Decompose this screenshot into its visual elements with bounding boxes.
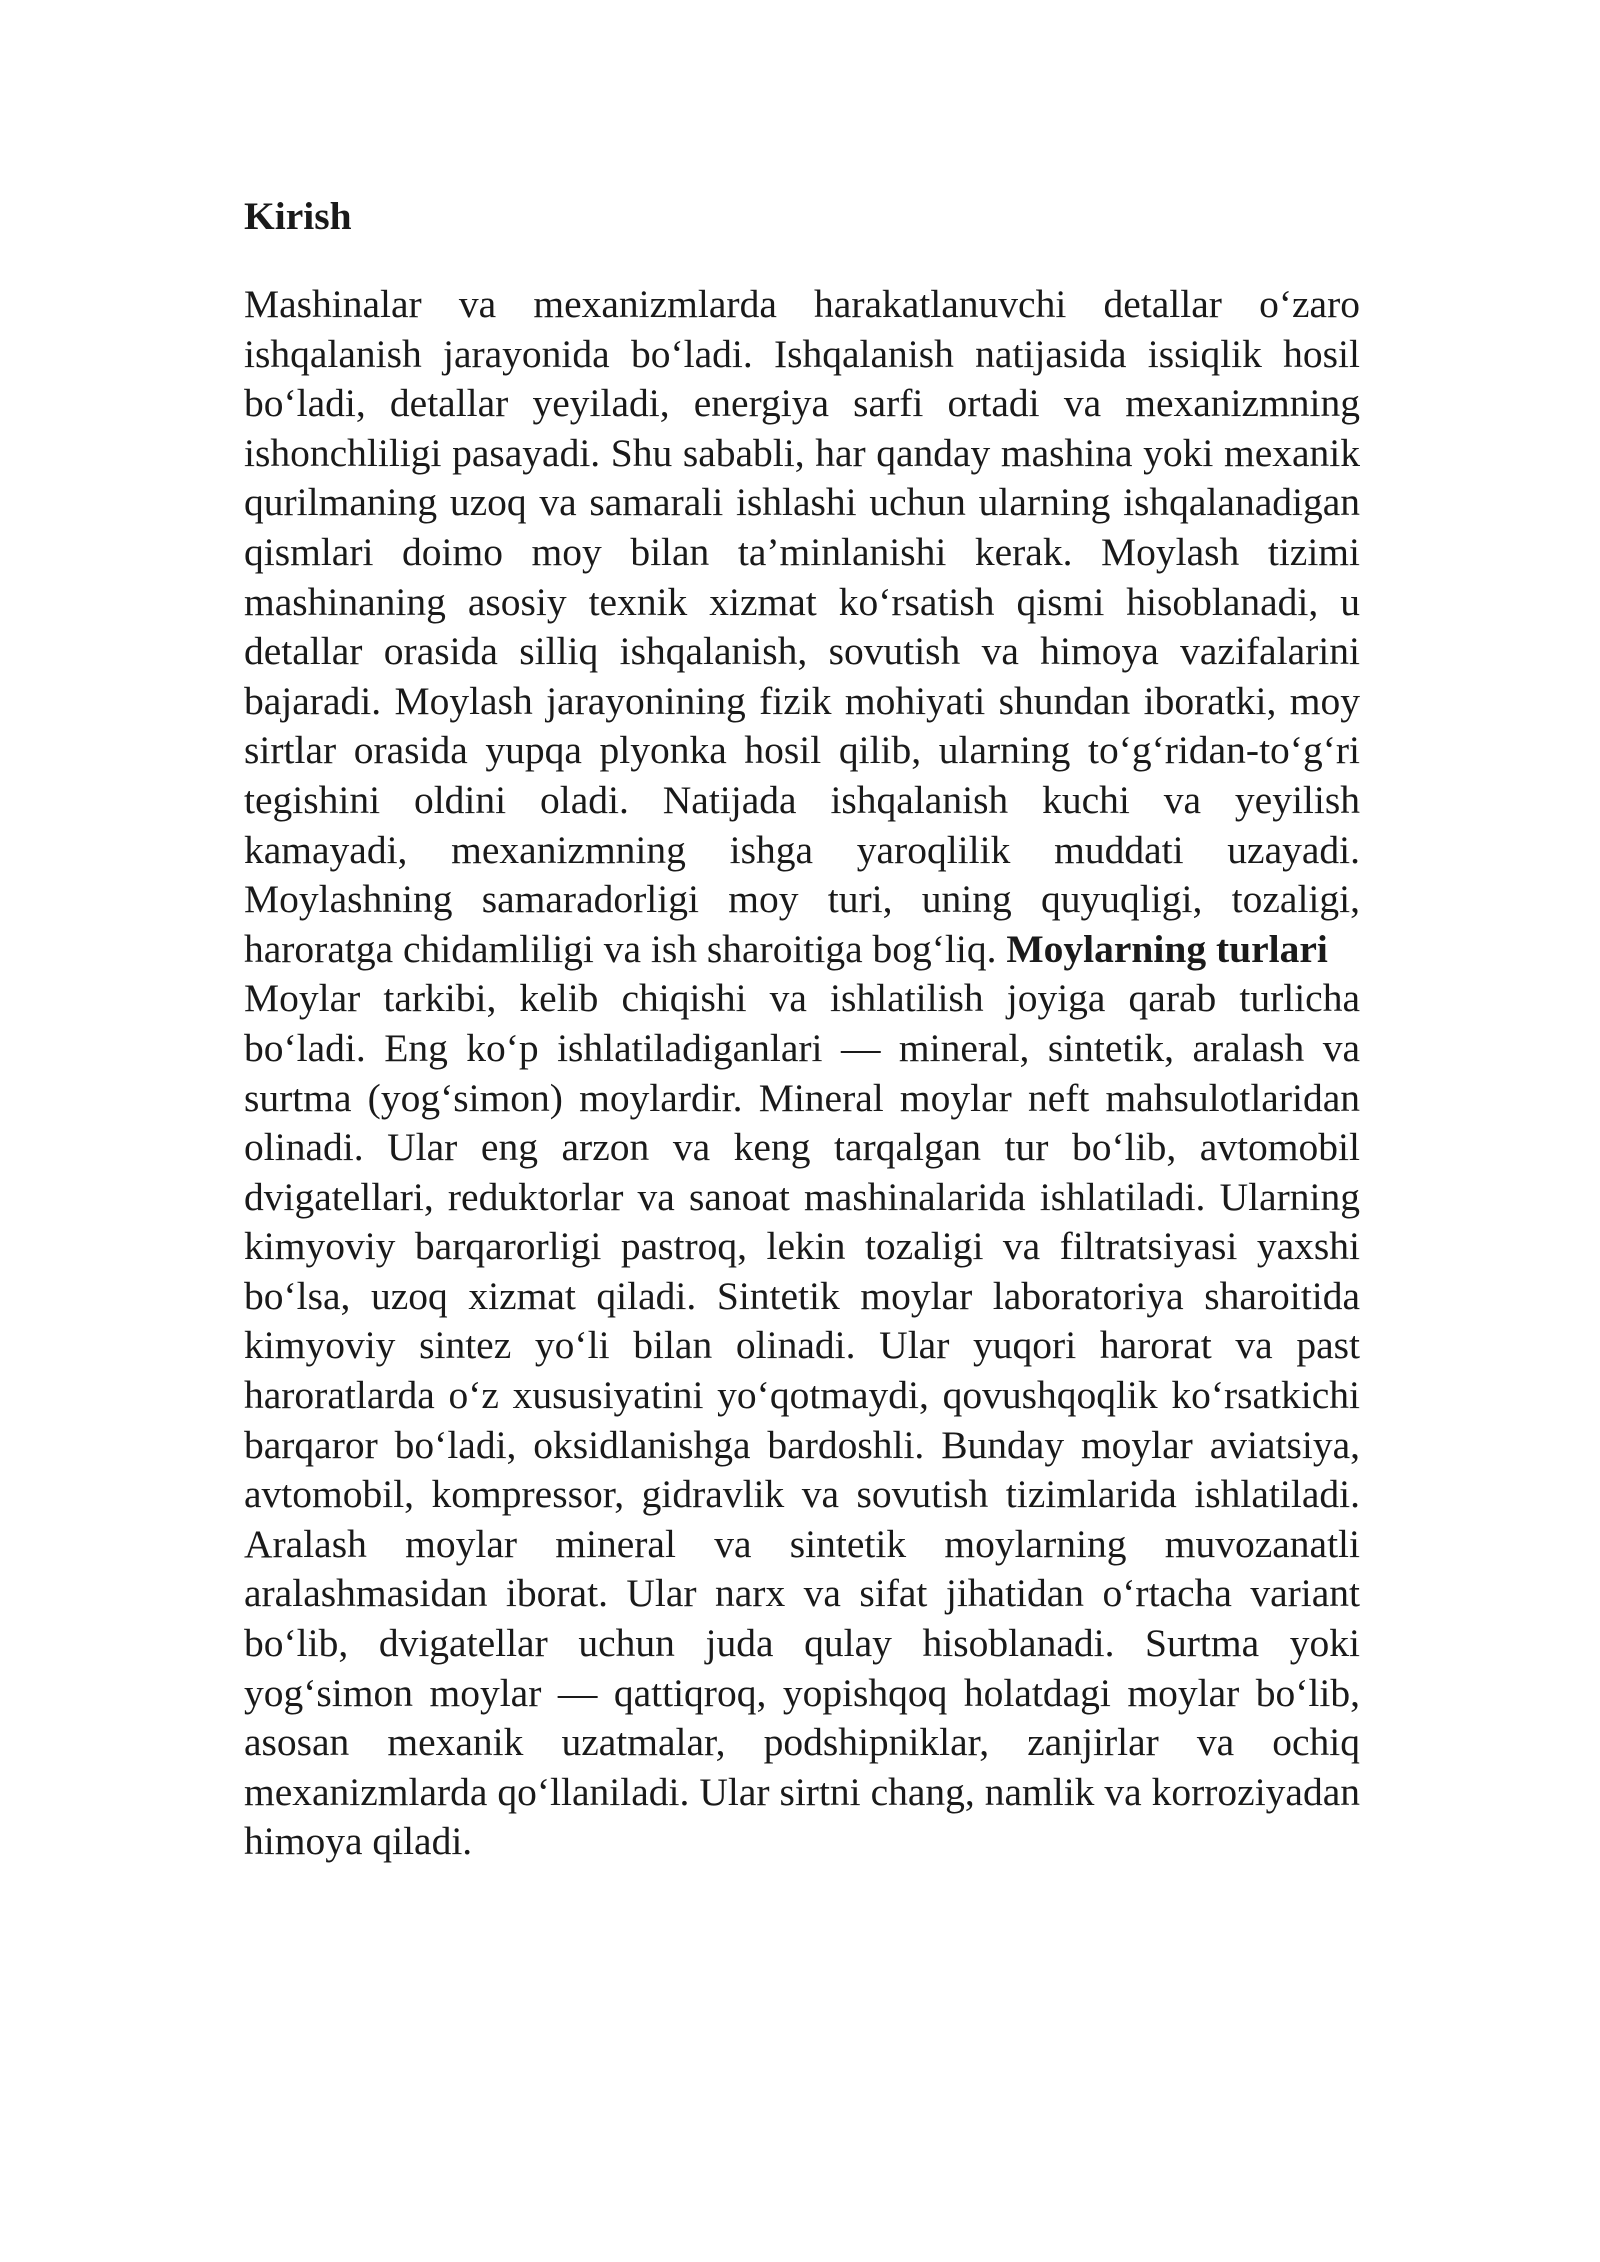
document-title: Kirish [244,194,352,238]
paragraph-introduction [244,280,1360,1867]
section-heading-oil-types: Moylarning turlari [1006,926,1328,971]
paragraph-introduction-text: Mashinalar va mexanizmlarda harakatlanuvchi detallar o‘zaro ishqalanish jarayonida bo‘ladi. Ishqalanish natijasida issiqlik hosil bo‘ladi, detallar yeyiladi, energiya sarfi ortadi va mexanizmning ishonchliligi pasayadi. Shu sababli, har qanday mashina yoki mexanik qurilmaning uzoq va samarali ishlashi uchun ularning ishqalanadigan qismlari doimo moy bilan ta’minlanishi kerak. Moylash tizimi mashinaning asosiy texnik xizmat ko‘rsatish qismi hisoblanadi, u detallar orasida silliq ishqalanish, sovutish va himoya vazifalarini bajaradi. Moylash jarayonining fizik mohiyati shundan iboratki, moy sirtlar orasida yupqa plyonka hosil qilib, ularning to‘g‘ridan-to‘g‘ri tegishini oldini oladi. Natijada ishqalanish kuchi va yeyilish kamayadi, mexanizmning ishga yaroqlilik muddati uzayadi. Moylashning samaradorligi moy turi, uning quyuqligi, tozaligi, haroratga chidamliligi va ish sharoitiga bog‘liq. [244,282,1360,971]
document-body [244,190,1360,1867]
paragraph-oil-types-text: Moylar tarkibi, kelib chiqishi va ishlatilish joyiga qarab turlicha bo‘ladi. Eng ko‘p ishlatiladiganlari — mineral, sintetik, aralash va surtma (yog‘simon) moylardir. Mineral moylar neft mahsulotlaridan olinadi. Ular eng arzon va keng tarqalgan tur bo‘lib, avtomobil dvigatellari, reduktorlar va sanoat mashinalarida ishlatiladi. Ularning kimyoviy barqarorligi pastroq, lekin tozaligi va filtratsiyasi yaxshi bo‘lsa, uzoq xizmat qiladi. Sintetik moylar laboratoriya sharoitida kimyoviy sintez yo‘li bilan olinadi. Ular yuqori harorat va past haroratlarda o‘z xususiyatini yo‘qotmaydi, qovushqoqlik ko‘rsatkichi barqaror bo‘ladi, oksidlanishga bardoshli. Bunday moylar aviatsiya, avtomobil, kompressor, gidravlik va sovutish tizimlarida ishlatiladi. Aralash moylar mineral va sintetik moylarning muvozanatli aralashmasidan iborat. Ular narx va sifat jihatidan o‘rtacha variant bo‘lib, dvigatellar uchun juda qulay hisoblanadi. Surtma yoki yog‘simon moylar — qattiqroq, yopishqoq holatdagi moylar bo‘lib, asosan mexanik uzatmalar, podshipniklar, zanjirlar va ochiq mexanizmlarda qo‘llaniladi. Ular sirtni chang, namlik va korroziyadan himoya qiladi. [244,976,1360,1864]
